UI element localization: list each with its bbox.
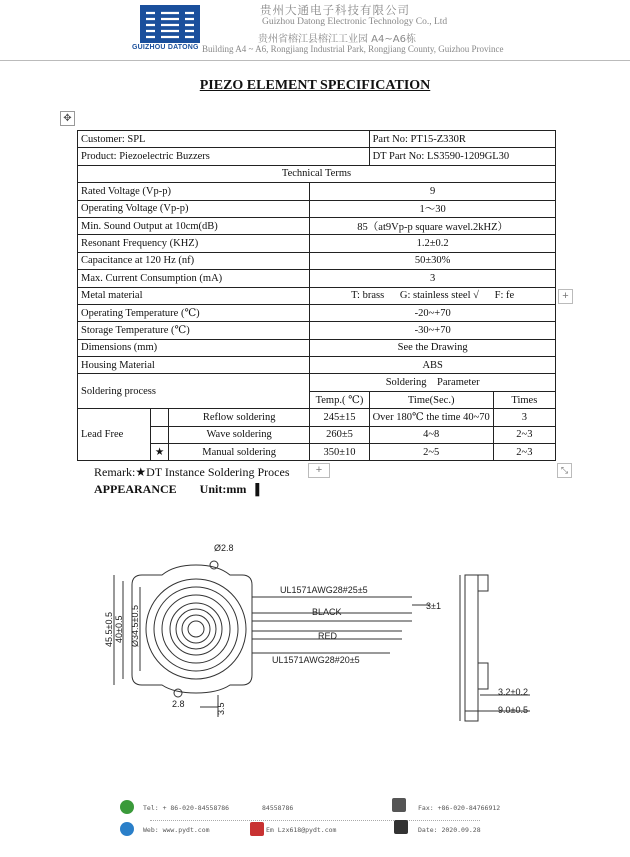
star-cell	[151, 409, 169, 426]
soldering-parameter-header: Soldering Parameter	[310, 374, 556, 391]
unit-label: Unit:mm	[199, 482, 247, 496]
spec-row	[78, 270, 556, 287]
spec-label: Resonant Frequency (KHZ)	[78, 235, 310, 252]
soldering-process-label: Soldering process	[78, 374, 310, 409]
ring-3	[162, 595, 230, 663]
col-times-header: Times	[493, 391, 555, 408]
spec-row	[78, 287, 556, 304]
soldering-time: 2~5	[369, 444, 493, 461]
spec-label: Rated Voltage (Vp-p)	[78, 183, 310, 200]
spec-row	[78, 339, 556, 356]
soldering-temp: 350±10	[310, 444, 369, 461]
product-cell: Product: Piezoelectric Buzzers	[78, 148, 370, 165]
spec-row	[78, 304, 556, 321]
spec-row	[78, 217, 556, 234]
footer-divider	[150, 820, 480, 821]
logo-text: GUIZHOU DATONG	[132, 44, 199, 51]
web-icon	[120, 822, 134, 836]
hole-dia-label: Ø2.8	[214, 543, 234, 553]
company-name-en: Guizhou Datong Electronic Technology Co., Ltd	[262, 17, 448, 27]
col-temp-header: Temp.( ℃)	[310, 391, 369, 408]
company-logo	[140, 5, 200, 43]
spec-label: Operating Temperature (℃)	[78, 304, 310, 321]
dt-part-no-cell: DT Part No: LS3590-1209GL30	[369, 148, 555, 165]
mount-hole-top	[210, 561, 218, 569]
outer-ring	[146, 579, 246, 679]
page-title: PIEZO ELEMENT SPECIFICATION	[199, 78, 431, 93]
address-en: Building A4 ~ A6, Rongjiang Industrial Park, Rongjiang County, Guizhou Province	[202, 44, 504, 54]
spec-label: Housing Material	[78, 357, 310, 374]
side-top-tab	[478, 575, 488, 591]
spec-label: Min. Sound Output at 10cm(dB)	[78, 217, 310, 234]
spec-value: -20~+70	[310, 304, 556, 321]
add-column-plus-icon[interactable]: +	[558, 289, 573, 304]
soldering-name: Manual soldering	[168, 444, 309, 461]
spec-label: Operating Voltage (Vp-p)	[78, 200, 310, 217]
spec-label: Storage Temperature (℃)	[78, 322, 310, 339]
lead-free-label: Lead Free	[78, 409, 151, 461]
spec-value: -30~+70	[310, 322, 556, 339]
star-cell	[151, 426, 169, 443]
spec-row	[78, 235, 556, 252]
remark-text: Remark:★DT Instance Soldering Proces	[94, 465, 290, 479]
side-body	[465, 575, 478, 721]
wire-top-label: UL1571AWG28#25±5	[280, 585, 368, 595]
spec-row	[78, 322, 556, 339]
appearance-heading	[94, 482, 263, 497]
text-cursor-icon: ▌	[255, 484, 264, 496]
soldering-name: Reflow soldering	[168, 409, 309, 426]
add-row-plus-icon[interactable]: +	[308, 463, 330, 478]
spec-value: 1～30	[310, 200, 556, 217]
spec-value: 3	[310, 270, 556, 287]
appearance-label: APPEARANCE	[94, 482, 177, 496]
soldering-time: 4~8	[369, 426, 493, 443]
red-label: RED	[318, 631, 338, 641]
buzzer-drawing	[100, 535, 550, 725]
ring-2	[154, 587, 238, 671]
dim-45-label: 45.5±0.5	[104, 612, 114, 647]
footer-fax: Fax: +86-020-84766912	[418, 804, 501, 812]
ring-4	[170, 603, 222, 655]
customer-cell: Customer: SPL	[78, 131, 370, 148]
soldering-temp: 260±5	[310, 426, 369, 443]
soldering-time: Over 180℃ the time 40~70	[369, 409, 493, 426]
soldering-name: Wave soldering	[168, 426, 309, 443]
address-cn: 贵州省榕江县榕江工业园 A4~A6栋	[258, 34, 416, 45]
star-cell: ★	[151, 444, 169, 461]
email-icon	[250, 822, 264, 836]
part-no-cell: Part No: PT15-Z330R	[369, 131, 555, 148]
spec-value: 85（at9Vp-p square wavel.2kHZ）	[310, 217, 556, 234]
side-bottom-tab	[478, 663, 488, 689]
dim-34-label: Ø34.5±0.5	[130, 605, 140, 647]
spec-value: 9	[310, 183, 556, 200]
wire-red-tip	[390, 631, 402, 639]
wire-bottom-label: UL1571AWG28#20±5	[272, 655, 360, 665]
spec-label: Capacitance at 120 Hz (nf)	[78, 252, 310, 269]
spec-row	[78, 200, 556, 217]
black-label: BLACK	[312, 607, 342, 617]
fax-icon	[392, 798, 406, 812]
ring-7	[188, 621, 204, 637]
mount-hole-bottom	[174, 689, 182, 697]
spec-value: 50±30%	[310, 252, 556, 269]
side-32-label: 3.2±0.2	[498, 687, 528, 697]
spec-row	[78, 183, 556, 200]
table-move-handle-icon[interactable]: ✥	[60, 111, 75, 126]
spec-row	[78, 357, 556, 374]
footer-tel: Tel: + 86-020-84558786	[143, 804, 230, 812]
footer-date: Date: 2020.09.28	[418, 826, 481, 834]
spec-label: Max. Current Consumption (mA)	[78, 270, 310, 287]
col-time-header: Time(Sec.)	[369, 391, 493, 408]
company-name-cn: 贵州大通电子科技有限公司	[260, 3, 410, 17]
calendar-icon	[394, 820, 408, 834]
side-90-label: 9.0±0.5	[498, 705, 528, 715]
soldering-times: 2~3	[493, 426, 555, 443]
strip-label: 3±1	[426, 601, 441, 611]
spec-label: Dimensions (mm)	[78, 339, 310, 356]
spec-value: ABS	[310, 357, 556, 374]
ring-6	[182, 615, 210, 643]
soldering-temp: 245±15	[310, 409, 369, 426]
soldering-times: 2~3	[493, 444, 555, 461]
wire-black-tip	[400, 613, 412, 621]
technical-terms-header: Technical Terms	[78, 165, 556, 182]
header-divider	[0, 60, 630, 61]
phone-icon	[120, 800, 134, 814]
spec-table	[77, 130, 556, 461]
soldering-row	[78, 409, 556, 426]
soldering-times: 3	[493, 409, 555, 426]
table-resize-icon[interactable]: ⤡	[557, 463, 572, 478]
footer-web: Web: www.pydt.com	[143, 826, 210, 834]
dim-28-label: 2.8	[172, 699, 185, 709]
spec-label: Metal material	[78, 287, 310, 304]
dim-35-label: 3.5	[216, 702, 226, 715]
dim-40-label: 40±0.5	[114, 615, 124, 643]
footer-tel2: 84558786	[262, 804, 294, 812]
spec-value: 1.2±0.2	[310, 235, 556, 252]
spec-value: See the Drawing	[310, 339, 556, 356]
footer-email: Em Lzx618@pydt.com	[266, 826, 337, 834]
housing-outline	[132, 565, 252, 693]
spec-value: T: brass G: stainless steel √ F: fe	[310, 287, 556, 304]
spec-row	[78, 252, 556, 269]
